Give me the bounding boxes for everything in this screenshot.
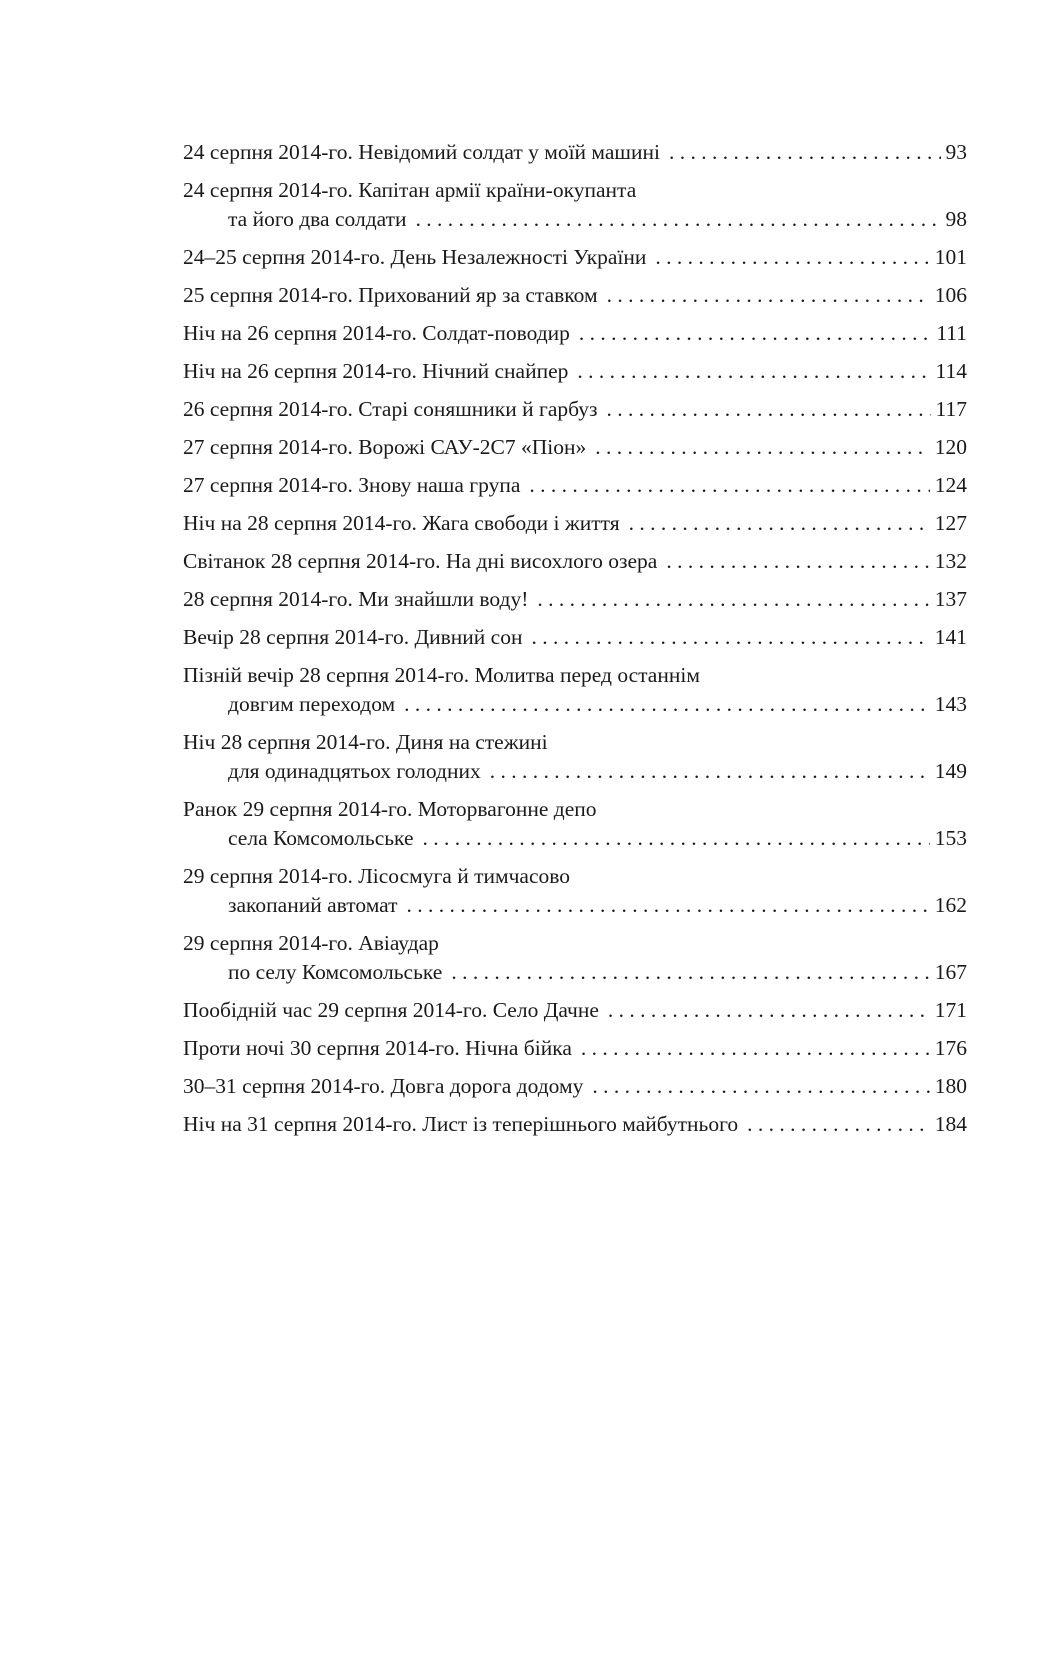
toc-entry-line — [183, 433, 967, 462]
toc-dot-leader — [490, 757, 930, 786]
toc-entry[interactable] — [183, 1034, 967, 1063]
toc-entry-line — [183, 395, 967, 424]
toc-entry-title: по селу Комсомольське — [228, 960, 443, 984]
toc-entry[interactable] — [183, 929, 967, 987]
toc-page-number: 141 — [934, 625, 967, 649]
toc-entry-line — [183, 471, 967, 500]
toc-dot-leader — [592, 1072, 929, 1101]
toc-entry[interactable] — [183, 996, 967, 1025]
toc-page-number: 106 — [934, 283, 967, 307]
table-of-contents — [183, 138, 967, 1148]
toc-entry-title: 27 серпня 2014-го. Знову наша група — [183, 473, 521, 497]
toc-entry-title: Ніч на 26 серпня 2014-го. Солдат-поводир — [183, 321, 570, 345]
toc-entry-line — [183, 138, 967, 167]
toc-dot-leader — [407, 891, 930, 920]
toc-entry-line — [183, 1110, 967, 1139]
toc-dot-leader — [581, 1034, 930, 1063]
toc-dot-leader — [531, 623, 929, 652]
toc-entry[interactable] — [183, 471, 967, 500]
toc-entry-line — [183, 281, 967, 310]
toc-entry-title: Ніч на 26 серпня 2014-го. Нічний снайпер — [183, 359, 569, 383]
toc-dot-leader — [666, 547, 929, 576]
toc-entry-line — [183, 795, 967, 824]
toc-entry-title: Світанок 28 серпня 2014-го. На дні висохлого озера — [183, 549, 658, 573]
toc-entry-title: Ніч на 31 серпня 2014-го. Лист із теперішнього майбутнього — [183, 1112, 739, 1136]
toc-entry-title: 30–31 серпня 2014-го. Довга дорога додому — [183, 1074, 584, 1098]
toc-page-number: 167 — [934, 960, 967, 984]
toc-entry-title: Ніч на 28 серпня 2014-го. Жага свободи і життя — [183, 511, 620, 535]
toc-page-number: 180 — [934, 1074, 967, 1098]
toc-dot-leader — [579, 319, 931, 348]
toc-entry[interactable] — [183, 862, 967, 920]
toc-entry[interactable] — [183, 138, 967, 167]
toc-page-number: 117 — [935, 397, 967, 421]
toc-entry-line — [183, 357, 967, 386]
toc-entry-title: Пообідній час 29 серпня 2014-го. Село Дачне — [183, 998, 599, 1022]
toc-dot-leader — [595, 433, 930, 462]
toc-dot-leader — [577, 357, 930, 386]
toc-page-number: 124 — [934, 473, 967, 497]
toc-page-number: 111 — [936, 321, 967, 345]
toc-entry-line — [183, 509, 967, 538]
toc-entry-line — [183, 661, 967, 690]
toc-entry-line — [183, 243, 967, 272]
toc-entry-title: 26 серпня 2014-го. Старі соняшники й гарбуз — [183, 397, 598, 421]
toc-page-number: 132 — [934, 549, 967, 573]
toc-entry-continuation-line — [183, 824, 967, 853]
toc-entry-title: Проти ночі 30 серпня 2014-го. Нічна бійка — [183, 1036, 572, 1060]
toc-entry-line — [183, 176, 967, 205]
toc-entry[interactable] — [183, 623, 967, 652]
toc-entry[interactable] — [183, 795, 967, 853]
toc-entry-continuation-line — [183, 757, 967, 786]
toc-page-number: 114 — [935, 359, 967, 383]
toc-page-number: 120 — [934, 435, 967, 459]
toc-entry-title: закопаний автомат — [228, 893, 398, 917]
toc-entry[interactable] — [183, 728, 967, 786]
toc-entry-title: 24–25 серпня 2014-го. День Незалежності України — [183, 245, 647, 269]
toc-dot-leader — [404, 690, 930, 719]
toc-dot-leader — [607, 281, 930, 310]
toc-dot-leader — [655, 243, 929, 272]
toc-entry-line — [183, 1072, 967, 1101]
toc-entry[interactable] — [183, 661, 967, 719]
toc-entry[interactable] — [183, 176, 967, 234]
toc-entry-title: 24 серпня 2014-го. Капітан армії країни-окупанта — [183, 178, 637, 202]
toc-entry-line — [183, 319, 967, 348]
toc-page-number: 98 — [945, 207, 967, 231]
toc-entry-title: 29 серпня 2014-го. Лісосмуга й тимчасово — [183, 864, 570, 888]
toc-page-number: 153 — [934, 826, 967, 850]
toc-entry[interactable] — [183, 547, 967, 576]
toc-page-number: 171 — [934, 998, 967, 1022]
toc-entry[interactable] — [183, 509, 967, 538]
toc-page-number: 176 — [934, 1036, 967, 1060]
toc-entry[interactable] — [183, 585, 967, 614]
toc-page-number: 127 — [934, 511, 967, 535]
toc-entry-title: довгим переходом — [228, 692, 396, 716]
toc-dot-leader — [451, 958, 929, 987]
toc-entry[interactable] — [183, 395, 967, 424]
toc-entry-title: 25 серпня 2014-го. Прихований яр за ставком — [183, 283, 598, 307]
toc-entry[interactable] — [183, 433, 967, 462]
toc-dot-leader — [529, 471, 929, 500]
toc-page-number: 184 — [934, 1112, 967, 1136]
toc-entry-line — [183, 862, 967, 891]
toc-dot-leader — [629, 509, 930, 538]
toc-entry[interactable] — [183, 357, 967, 386]
toc-entry-title: Вечір 28 серпня 2014-го. Дивний сон — [183, 625, 523, 649]
toc-entry-title: 27 серпня 2014-го. Ворожі САУ-2С7 «Піон» — [183, 435, 587, 459]
toc-dot-leader — [608, 996, 930, 1025]
toc-entry-title: Ніч 28 серпня 2014-го. Диня на стежині — [183, 730, 548, 754]
toc-entry-continuation-line — [183, 891, 967, 920]
toc-page-number: 93 — [945, 140, 967, 164]
toc-entry-title: Пізній вечір 28 серпня 2014-го. Молитва перед останнім — [183, 663, 700, 687]
toc-page-number: 149 — [934, 759, 967, 783]
toc-entry-title: для одинадцятьох голодних — [228, 759, 481, 783]
toc-entry-title: Ранок 29 серпня 2014-го. Моторвагонне депо — [183, 797, 597, 821]
toc-dot-leader — [423, 824, 930, 853]
toc-entry-title: 28 серпня 2014-го. Ми знайшли воду! — [183, 587, 529, 611]
toc-entry[interactable] — [183, 1110, 967, 1139]
toc-entry-line — [183, 728, 967, 757]
toc-dot-leader — [669, 138, 941, 167]
toc-entry[interactable] — [183, 1072, 967, 1101]
toc-entry-title: села Комсомольське — [228, 826, 414, 850]
toc-dot-leader — [747, 1110, 930, 1139]
toc-entry-line — [183, 623, 967, 652]
toc-entry-continuation-line — [183, 690, 967, 719]
toc-page-number: 101 — [934, 245, 967, 269]
toc-entry[interactable] — [183, 243, 967, 272]
toc-entry-line — [183, 585, 967, 614]
toc-entry-continuation-line — [183, 958, 967, 987]
toc-entry-title: та його два солдати — [228, 207, 407, 231]
toc-page-number: 137 — [934, 587, 967, 611]
toc-entry[interactable] — [183, 281, 967, 310]
toc-entry-line — [183, 1034, 967, 1063]
toc-dot-leader — [416, 205, 941, 234]
toc-page-number: 162 — [934, 893, 967, 917]
toc-entry-line — [183, 547, 967, 576]
toc-dot-leader — [537, 585, 929, 614]
toc-dot-leader — [606, 395, 930, 424]
toc-entry-title: 29 серпня 2014-го. Авіаудар — [183, 931, 439, 955]
toc-entry-line — [183, 996, 967, 1025]
toc-page-number: 143 — [934, 692, 967, 716]
toc-entry-title: 24 серпня 2014-го. Невідомий солдат у моїй машині — [183, 140, 660, 164]
toc-entry-line — [183, 929, 967, 958]
toc-entry-continuation-line — [183, 205, 967, 234]
toc-entry[interactable] — [183, 319, 967, 348]
